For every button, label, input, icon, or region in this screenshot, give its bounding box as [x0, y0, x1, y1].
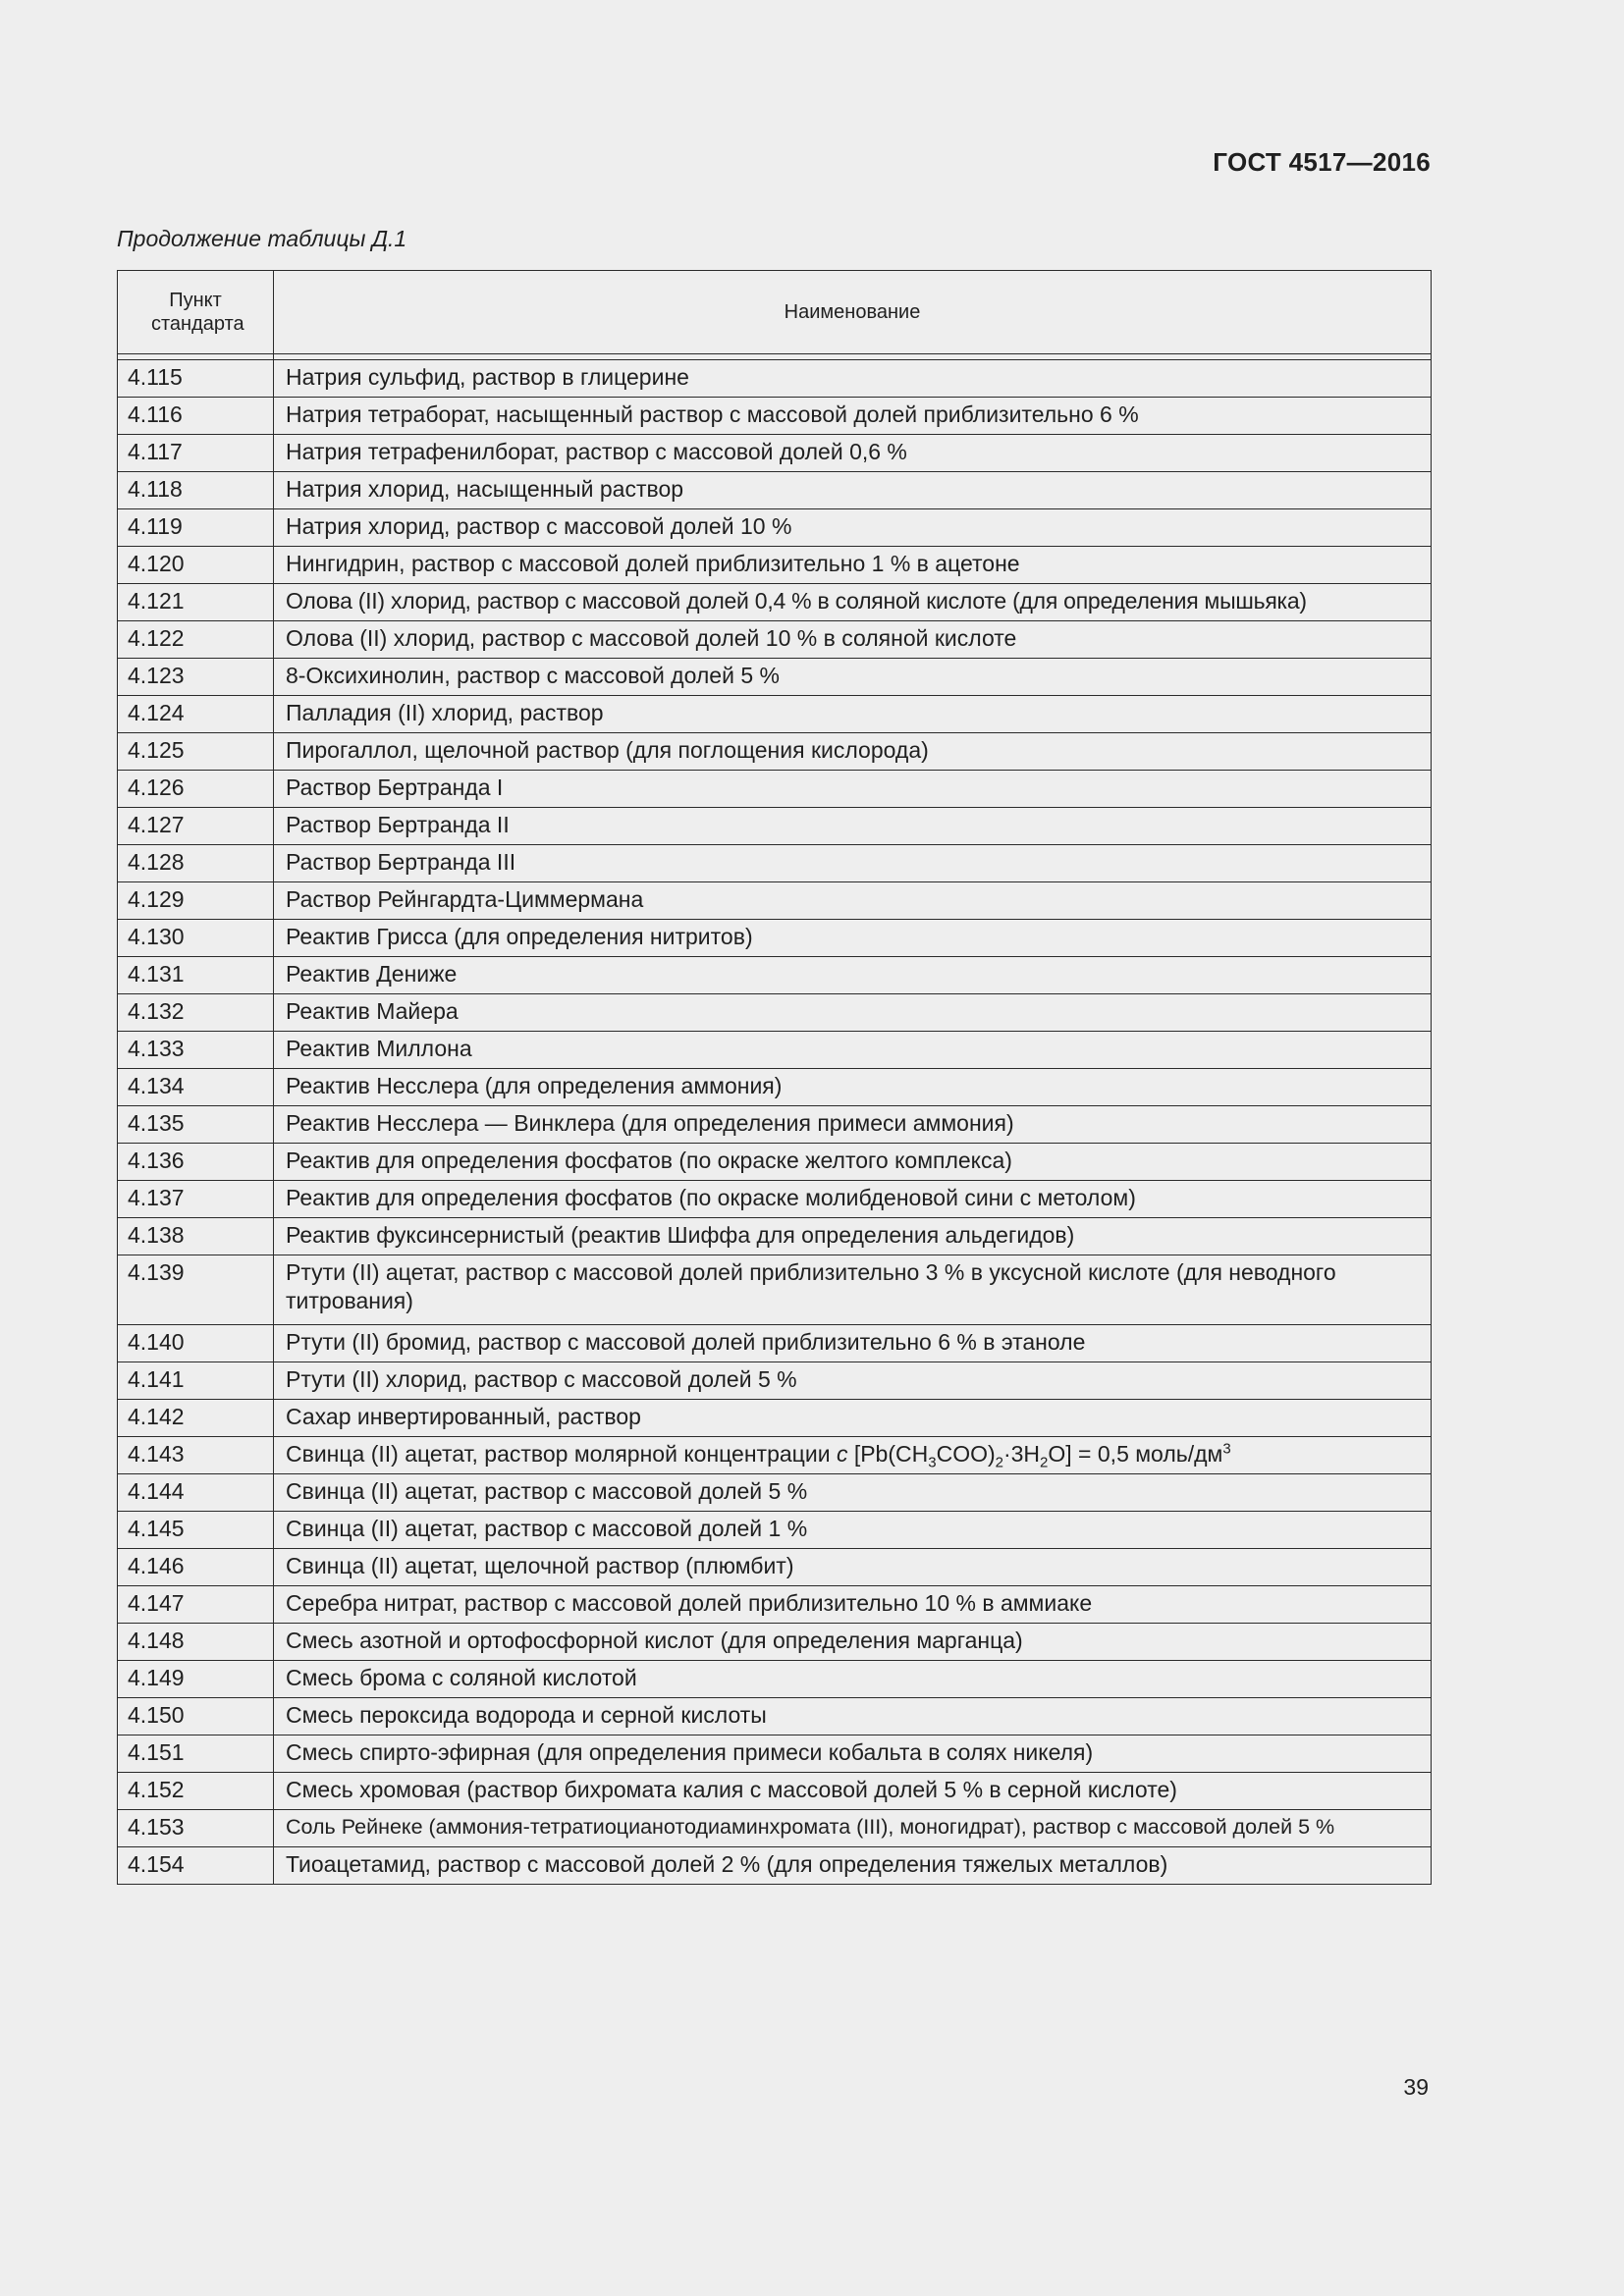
clause-number: 4.130	[118, 920, 274, 957]
reagent-name: 8-Оксихинолин, раствор с массовой долей 5 %	[274, 659, 1432, 696]
table-row	[118, 435, 1432, 472]
reagent-name: Смесь брома с соляной кислотой	[274, 1661, 1432, 1698]
table-caption: Продолжение таблицы Д.1	[117, 226, 407, 251]
formula-text: Свинца (II) ацетат, раствор молярной концентрации	[286, 1441, 837, 1467]
clause-number: 4.132	[118, 994, 274, 1032]
table-row	[118, 696, 1432, 733]
reagent-name: Тиоацетамид, раствор с массовой долей 2 % (для определения тяжелых металлов)	[274, 1847, 1432, 1885]
reagent-name-formula	[274, 1437, 1432, 1474]
column-header-clause-text: Пункт стандарта	[151, 290, 244, 335]
clause-number: 4.122	[118, 621, 274, 659]
formula-text: [Pb(CH	[847, 1441, 929, 1467]
clause-number: 4.128	[118, 845, 274, 882]
reagent-name: Реактив для определения фосфатов (по окраске молибденовой сини с метолом)	[274, 1181, 1432, 1218]
reagent-name: Ртути (II) бромид, раствор с массовой долей приблизительно 6 % в этаноле	[274, 1325, 1432, 1362]
reagent-name: Свинца (II) ацетат, раствор с массовой долей 5 %	[274, 1474, 1432, 1512]
clause-number: 4.127	[118, 808, 274, 845]
column-header-name: Наименование	[274, 271, 1432, 354]
clause-number: 4.124	[118, 696, 274, 733]
table-row	[118, 771, 1432, 808]
reagent-name: Натрия тетрафенилборат, раствор с массовой долей 0,6 %	[274, 435, 1432, 472]
table-row	[118, 1325, 1432, 1362]
clause-number: 4.134	[118, 1069, 274, 1106]
table-header-row	[118, 271, 1432, 354]
clause-number: 4.152	[118, 1773, 274, 1810]
clause-number: 4.133	[118, 1032, 274, 1069]
table-row	[118, 1624, 1432, 1661]
table-row	[118, 957, 1432, 994]
reagent-name: Палладия (II) хлорид, раствор	[274, 696, 1432, 733]
clause-number: 4.137	[118, 1181, 274, 1218]
reagents-table	[117, 270, 1432, 1885]
clause-number: 4.143	[118, 1437, 274, 1474]
table-row	[118, 360, 1432, 398]
column-header-clause	[118, 271, 274, 354]
clause-number: 4.129	[118, 882, 274, 920]
table-row	[118, 920, 1432, 957]
table-row	[118, 1362, 1432, 1400]
reagent-name: Реактив Грисса (для определения нитритов)	[274, 920, 1432, 957]
clause-number: 4.135	[118, 1106, 274, 1144]
table-row	[118, 733, 1432, 771]
reagent-name: Раствор Бертранда I	[274, 771, 1432, 808]
formula-text: O] = 0,5 моль/дм	[1048, 1441, 1223, 1467]
clause-number: 4.146	[118, 1549, 274, 1586]
clause-number: 4.144	[118, 1474, 274, 1512]
reagent-name: Реактив Несслера (для определения аммония)	[274, 1069, 1432, 1106]
table-row	[118, 845, 1432, 882]
clause-number: 4.148	[118, 1624, 274, 1661]
table-row	[118, 994, 1432, 1032]
reagent-name: Смесь хромовая (раствор бихромата калия с массовой долей 5 % в серной кислоте)	[274, 1773, 1432, 1810]
clause-number: 4.117	[118, 435, 274, 472]
clause-number: 4.153	[118, 1810, 274, 1847]
clause-number: 4.145	[118, 1512, 274, 1549]
table-row	[118, 1586, 1432, 1624]
formula-symbol-c: c	[836, 1441, 848, 1467]
reagent-name: Смесь азотной и ортофосфорной кислот (для определения марганца)	[274, 1624, 1432, 1661]
formula-subscript: 2	[995, 1454, 1003, 1471]
reagent-name: Свинца (II) ацетат, раствор с массовой долей 1 %	[274, 1512, 1432, 1549]
reagent-name: Раствор Бертранда II	[274, 808, 1432, 845]
formula-superscript: 3	[1222, 1440, 1231, 1458]
reagent-name: Реактив фуксинсернистый (реактив Шиффа для определения альдегидов)	[274, 1218, 1432, 1255]
table-row	[118, 547, 1432, 584]
reagent-name: Нингидрин, раствор с массовой долей приблизительно 1 % в ацетоне	[274, 547, 1432, 584]
clause-number: 4.150	[118, 1698, 274, 1735]
table-row	[118, 1810, 1432, 1847]
clause-number: 4.116	[118, 398, 274, 435]
table-row	[118, 808, 1432, 845]
reagent-name: Ртути (II) хлорид, раствор с массовой долей 5 %	[274, 1362, 1432, 1400]
formula-text: COO)	[936, 1441, 996, 1467]
clause-number: 4.126	[118, 771, 274, 808]
reagent-name: Реактив Несслера — Винклера (для определения примеси аммония)	[274, 1106, 1432, 1144]
clause-number: 4.120	[118, 547, 274, 584]
table-row	[118, 1218, 1432, 1255]
formula-subscript: 3	[928, 1454, 937, 1471]
clause-number: 4.147	[118, 1586, 274, 1624]
table-row	[118, 1181, 1432, 1218]
clause-number: 4.131	[118, 957, 274, 994]
reagent-name: Натрия хлорид, раствор с массовой долей 10 %	[274, 509, 1432, 547]
formula-text: ·3H	[1002, 1441, 1041, 1467]
reagent-name: Серебра нитрат, раствор с массовой долей приблизительно 10 % в аммиаке	[274, 1586, 1432, 1624]
reagent-name: Реактив для определения фосфатов (по окраске желтого комплекса)	[274, 1144, 1432, 1181]
clause-number: 4.115	[118, 360, 274, 398]
document-designation: ГОСТ 4517—2016	[1213, 147, 1431, 177]
clause-number: 4.123	[118, 659, 274, 696]
table-row	[118, 1437, 1432, 1474]
table-row	[118, 1661, 1432, 1698]
table-row	[118, 398, 1432, 435]
table-row	[118, 1698, 1432, 1735]
clause-number: 4.139	[118, 1255, 274, 1325]
clause-number: 4.142	[118, 1400, 274, 1437]
clause-number: 4.154	[118, 1847, 274, 1885]
page-number: 39	[1403, 2074, 1429, 2100]
table-row	[118, 1773, 1432, 1810]
reagent-name: Олова (II) хлорид, раствор с массовой долей 0,4 % в соляной кислоте (для определения мышьяка)	[274, 584, 1432, 621]
reagent-name: Реактив Майера	[274, 994, 1432, 1032]
clause-number: 4.121	[118, 584, 274, 621]
table-row	[118, 509, 1432, 547]
table-row	[118, 1069, 1432, 1106]
table-row	[118, 882, 1432, 920]
table-row	[118, 1255, 1432, 1325]
formula-subscript: 2	[1040, 1454, 1049, 1471]
reagent-name: Натрия тетраборат, насыщенный раствор с массовой долей приблизительно 6 %	[274, 398, 1432, 435]
clause-number: 4.125	[118, 733, 274, 771]
table-row	[118, 1474, 1432, 1512]
clause-number: 4.149	[118, 1661, 274, 1698]
table-row	[118, 1735, 1432, 1773]
reagent-name: Свинца (II) ацетат, щелочной раствор (плюмбит)	[274, 1549, 1432, 1586]
reagent-name: Пирогаллол, щелочной раствор (для поглощения кислорода)	[274, 733, 1432, 771]
reagent-name: Смесь пероксида водорода и серной кислоты	[274, 1698, 1432, 1735]
reagent-name: Натрия сульфид, раствор в глицерине	[274, 360, 1432, 398]
table-row	[118, 472, 1432, 509]
table-row	[118, 1512, 1432, 1549]
table-row	[118, 584, 1432, 621]
table-row	[118, 659, 1432, 696]
reagent-name: Сахар инвертированный, раствор	[274, 1400, 1432, 1437]
reagent-name: Раствор Бертранда III	[274, 845, 1432, 882]
table-row	[118, 1400, 1432, 1437]
table-row	[118, 1032, 1432, 1069]
clause-number: 4.119	[118, 509, 274, 547]
table-row	[118, 1106, 1432, 1144]
reagent-name: Реактив Дениже	[274, 957, 1432, 994]
clause-number: 4.118	[118, 472, 274, 509]
clause-number: 4.138	[118, 1218, 274, 1255]
table-row	[118, 1144, 1432, 1181]
clause-number: 4.136	[118, 1144, 274, 1181]
reagent-name: Натрия хлорид, насыщенный раствор	[274, 472, 1432, 509]
table-row	[118, 621, 1432, 659]
table-row	[118, 1549, 1432, 1586]
clause-number: 4.151	[118, 1735, 274, 1773]
clause-number: 4.140	[118, 1325, 274, 1362]
reagent-name: Реактив Миллона	[274, 1032, 1432, 1069]
reagent-name: Раствор Рейнгардта-Циммермана	[274, 882, 1432, 920]
reagent-name: Олова (II) хлорид, раствор с массовой долей 10 % в соляной кислоте	[274, 621, 1432, 659]
reagent-name: Ртути (II) ацетат, раствор с массовой долей приблизительно 3 % в уксусной кислоте (для неводного титрования)	[274, 1255, 1432, 1325]
table-row	[118, 1847, 1432, 1885]
reagent-name: Соль Рейнеке (аммония-тетратиоцианотодиаминхромата (III), моногидрат), раствор с массовой долей 5 %	[274, 1810, 1432, 1847]
reagent-name: Смесь спирто-эфирная (для определения примеси кобальта в солях никеля)	[274, 1735, 1432, 1773]
clause-number: 4.141	[118, 1362, 274, 1400]
